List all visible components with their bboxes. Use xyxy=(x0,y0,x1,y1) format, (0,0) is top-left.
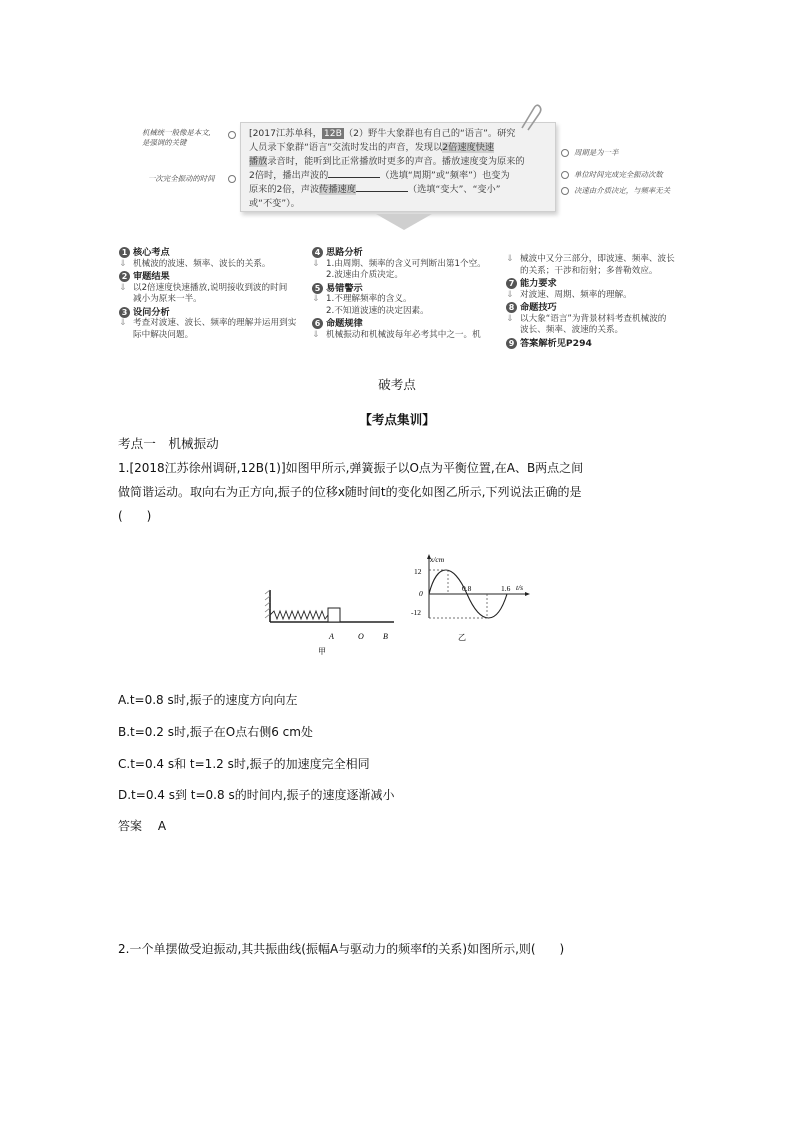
x-tick-1.6: 1.6 xyxy=(501,584,511,593)
note-text: 2倍时，播出声波的 xyxy=(249,170,329,181)
step-title: 命题技巧 xyxy=(520,302,557,313)
y-tick-12: 12 xyxy=(414,567,422,576)
step-title: 思路分析 xyxy=(326,247,363,258)
step-number: 1 xyxy=(119,247,130,258)
arrow-down-icon: ⇓ xyxy=(506,289,514,300)
point-b-label: B xyxy=(383,632,388,641)
step-number: 2 xyxy=(119,271,130,282)
question-1-stem: 1.[2018江苏徐州调研,12B(1)]如图甲所示,弹簧振子以O点为平衡位置,在A、B两点之间 做简谐运动。取向右为正方向,振子的位移x随时间t的变化如图乙所示,下列说法正确的是 ( ) xyxy=(118,461,584,523)
figure-displacement-time-graph xyxy=(410,552,535,644)
note-text: （选填“周期”或“频率”）也变为 xyxy=(380,170,510,181)
arrow-down-icon: ⇓ xyxy=(506,254,514,264)
arrow-down-icon: ⇓ xyxy=(312,258,320,269)
step-number: 5 xyxy=(312,283,323,294)
leader-dot xyxy=(561,149,569,157)
step-title: 核心考点 xyxy=(133,247,170,258)
x-tick-0.8: 0.8 xyxy=(462,584,472,593)
arrow-down-icon: ⇓ xyxy=(312,329,320,340)
step-number: 9 xyxy=(506,338,517,349)
note-text: 人员录下象群“语言”交流时发出的声音，发现以 xyxy=(249,142,443,153)
example-note-card xyxy=(240,122,556,212)
note-highlight: 传播速度 xyxy=(319,184,356,195)
arrow-down-icon: ⇓ xyxy=(119,258,127,269)
note-text: 原来的2倍，声波 xyxy=(249,184,320,195)
step-number: 6 xyxy=(312,318,323,329)
step-title: 设问分析 xyxy=(133,306,170,318)
option-c: C.t=0.4 s和 t=1.2 s时,振子的加速度完全相同 xyxy=(118,757,370,771)
x-axis-label: t/s xyxy=(516,583,524,592)
leader-dot xyxy=(228,131,236,139)
figure-yi-label: 乙 xyxy=(458,633,466,642)
legend-column-3: ⇓ 械波中又分三部分，即波速、频率、波长 的关系；干涉和衍射；多普勒效应。 7 能力要求 ⇓ 对波速、周期、频率的理解。 8 命题技巧 ⇓ 以大象“语言”为背景材料考查机械波的 波长、频率、波速的关系。 9 答案解析见P294 xyxy=(506,254,675,349)
legend-column-2: 4 思路分析 ⇓ 1.由周期、频率的含义可判断出第1个空。 2.波速由介质决定。 5 易错警示 ⇓ 1.不理解频率的含义。 2.不知道波速的决定因素。 6 命题规律 ⇓ 机械振动和机械波每年必考其中之一。机 xyxy=(312,247,486,340)
point-a-label: A xyxy=(329,632,334,641)
step-number: 8 xyxy=(506,302,517,313)
figure-jia-label: 甲 xyxy=(318,647,326,656)
note-text: 或“不变”）。 xyxy=(249,198,300,209)
arrow-down-icon: ⇓ xyxy=(506,313,514,324)
blank-line xyxy=(356,191,408,192)
answer-value: A xyxy=(157,819,167,833)
option-b: B.t=0.2 s时,振子在O点右侧6 cm处 xyxy=(118,725,313,739)
down-arrow-icon xyxy=(376,214,432,230)
leader-dot xyxy=(561,171,569,179)
option-a: A.t=0.8 s时,振子的速度方向向左 xyxy=(118,693,298,707)
y-tick-minus-12: -12 xyxy=(411,608,421,617)
note-text: （2）野牛大象群也有自己的“语言”。研究 xyxy=(343,128,516,139)
side-note-left-2: 一次完全振动的时间 xyxy=(148,174,215,183)
y-tick-0: 0 xyxy=(419,589,423,598)
note-text: 录音时，能听到比正常播放时更多的声音。播放速度变为原来的 xyxy=(267,156,525,167)
blank-line xyxy=(328,177,380,178)
topic-heading: 考点一 机械振动 xyxy=(118,436,219,451)
point-o-label: O xyxy=(358,632,364,641)
answer-label: 答案 xyxy=(118,819,143,833)
side-note-left-1: 机械统一般像是本文, 是强调的关键 xyxy=(142,128,211,147)
question-2-stem: 2.一个单摆做受迫振动,其共振曲线(振幅A与驱动力的频率f的关系)如图所示,则( ) xyxy=(118,942,565,956)
leader-dot xyxy=(228,175,236,183)
option-d: D.t=0.4 s到 t=0.8 s的时间内,振子的速度逐渐减小 xyxy=(118,788,395,802)
step-title: 易错警示 xyxy=(326,282,363,294)
side-note-right-2: 单位时间完成完全振动次数 xyxy=(574,170,663,179)
subsection-title: 【考点集训】 xyxy=(359,412,435,427)
note-highlight: 播放 xyxy=(249,156,268,167)
y-axis-label: x/cm xyxy=(430,555,445,564)
note-text: [2017江苏单科， xyxy=(249,128,322,139)
note-text: （选填“变大”、“变小” xyxy=(407,184,501,195)
legend-column-1: 1 核心考点 ⇓ 机械波的波速、频率、波长的关系。 2 审题结果 ⇓ 以2倍速度快速播放,说明接收到波的时间 减小为原来一半。 3 设问分析 ⇓ 考查对波速、波长、频率的理解并运用到实 际中解决问题。 xyxy=(119,247,297,340)
paperclip-icon xyxy=(516,102,542,132)
leader-dot xyxy=(561,187,569,195)
arrow-down-icon: ⇓ xyxy=(119,282,127,293)
note-tag: 12B xyxy=(323,128,342,139)
x-axis-arrow xyxy=(525,592,530,596)
note-highlight: 2倍速度快速 xyxy=(442,142,495,153)
section-title: 破考点 xyxy=(378,377,416,392)
figure-spring-oscillator xyxy=(262,586,402,656)
arrow-down-icon: ⇓ xyxy=(312,294,320,304)
spring xyxy=(270,611,328,619)
step-title: 能力要求 xyxy=(520,278,557,289)
arrow-down-icon: ⇓ xyxy=(119,318,127,328)
answer-line xyxy=(118,817,166,834)
step-title: 审题结果 xyxy=(133,271,170,282)
step-number: 4 xyxy=(312,247,323,258)
step-number: 3 xyxy=(119,307,130,318)
side-note-right-3: 决速由介质决定，与频率无关 xyxy=(574,186,671,195)
step-number: 7 xyxy=(506,278,517,289)
oscillator-block xyxy=(328,608,340,622)
side-note-right-1: 周期是为一半 xyxy=(574,148,619,157)
step-title: 答案解析见P294 xyxy=(520,337,592,349)
step-title: 命题规律 xyxy=(326,318,363,329)
